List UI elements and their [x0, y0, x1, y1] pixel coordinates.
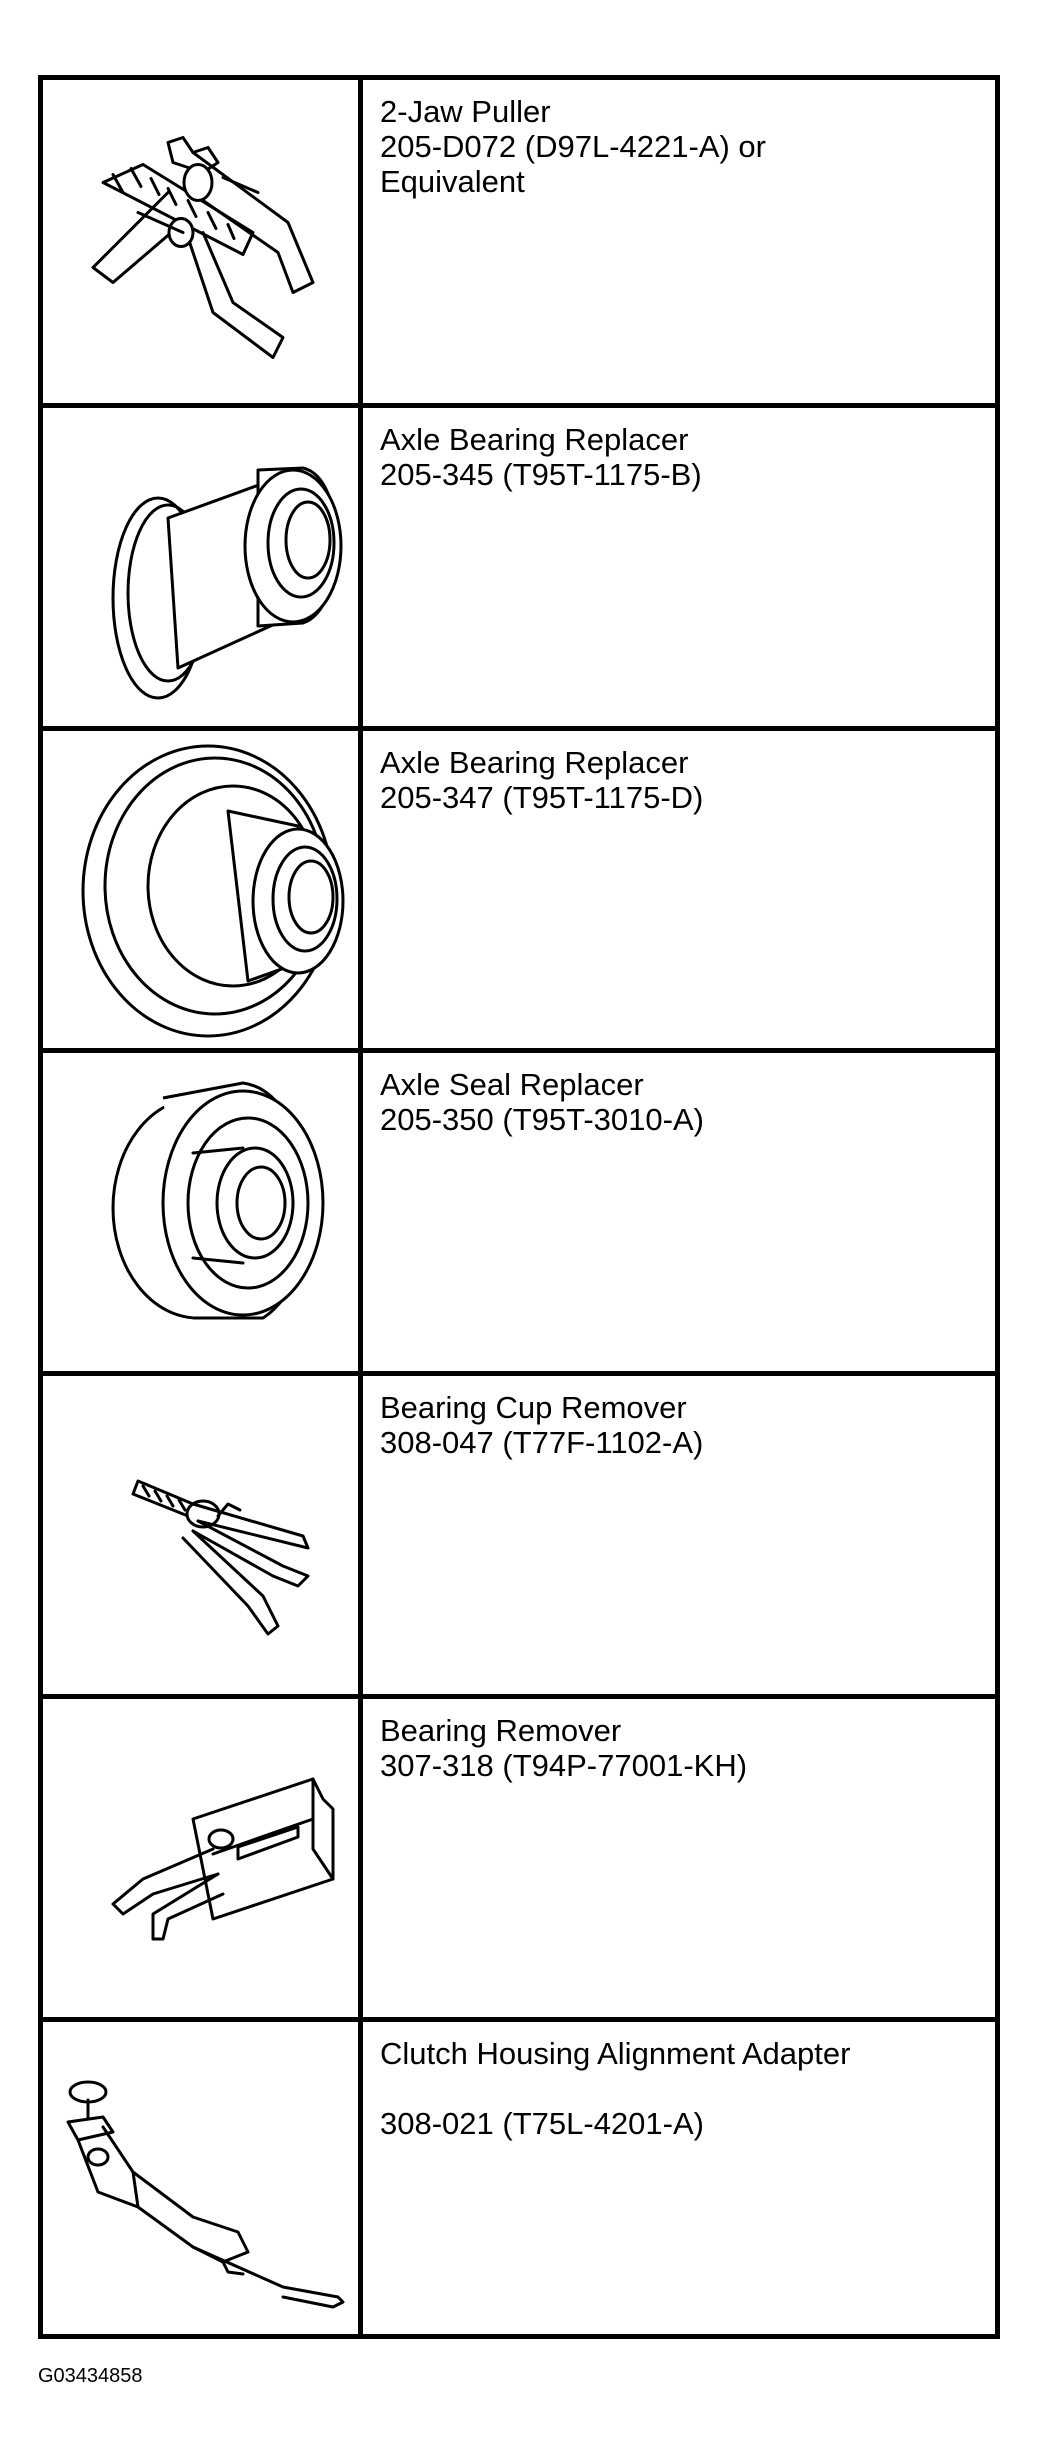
bearing-remover-icon — [43, 1699, 358, 2017]
tool-description-cell — [368, 1053, 995, 1371]
illustration-cell — [43, 1053, 363, 1371]
tool-name: Clutch Housing Alignment Adapter — [380, 2036, 851, 2071]
table-row — [43, 1694, 995, 2017]
figure-id: G03434858 — [38, 2365, 143, 2387]
special-tools-table — [38, 75, 1000, 2339]
tool-number: 308-021 (T75L-4201-A) — [380, 2106, 704, 2141]
tool-name: Bearing Cup Remover — [380, 1390, 687, 1425]
tool-number: 205-345 (T95T-1175-B) — [380, 457, 702, 492]
spacer — [380, 2071, 983, 2106]
illustration-cell — [43, 1699, 363, 2017]
table-row — [43, 403, 995, 726]
axle-bearing-replacer-large-icon — [43, 731, 358, 1048]
tool-name: 2-Jaw Puller — [380, 94, 551, 129]
illustration-cell — [43, 80, 363, 403]
axle-seal-replacer-icon — [43, 1053, 358, 1371]
illustration-cell — [43, 1376, 363, 1694]
tool-description-cell — [368, 1699, 995, 2017]
tool-description-cell — [368, 731, 995, 1048]
tool-number: 205-350 (T95T-3010-A) — [380, 1102, 704, 1137]
tool-description-cell — [368, 408, 995, 726]
tool-number: 205-D072 (D97L-4221-A) or — [380, 129, 766, 164]
bearing-cup-remover-icon — [43, 1376, 358, 1694]
tool-name: Axle Seal Replacer — [380, 1067, 644, 1102]
illustration-cell — [43, 2022, 363, 2334]
tool-name: Bearing Remover — [380, 1713, 622, 1748]
clutch-housing-alignment-adapter-icon — [43, 2022, 358, 2334]
table-row — [43, 80, 995, 403]
two-jaw-puller-icon — [43, 80, 358, 403]
tool-number-continued: Equivalent — [380, 164, 525, 199]
table-row — [43, 2017, 995, 2334]
tool-name: Axle Bearing Replacer — [380, 745, 689, 780]
table-row — [43, 726, 995, 1048]
axle-bearing-replacer-icon — [43, 408, 358, 726]
tool-name: Axle Bearing Replacer — [380, 422, 689, 457]
table-row — [43, 1048, 995, 1371]
tool-number: 307-318 (T94P-77001-KH) — [380, 1748, 748, 1783]
tool-description-cell — [368, 80, 995, 403]
illustration-cell — [43, 408, 363, 726]
tool-number: 205-347 (T95T-1175-D) — [380, 780, 704, 815]
table-row — [43, 1371, 995, 1694]
illustration-cell — [43, 731, 363, 1048]
tool-description-cell — [368, 1376, 995, 1694]
tool-number: 308-047 (T77F-1102-A) — [380, 1425, 704, 1460]
tool-description-cell — [368, 2022, 995, 2334]
